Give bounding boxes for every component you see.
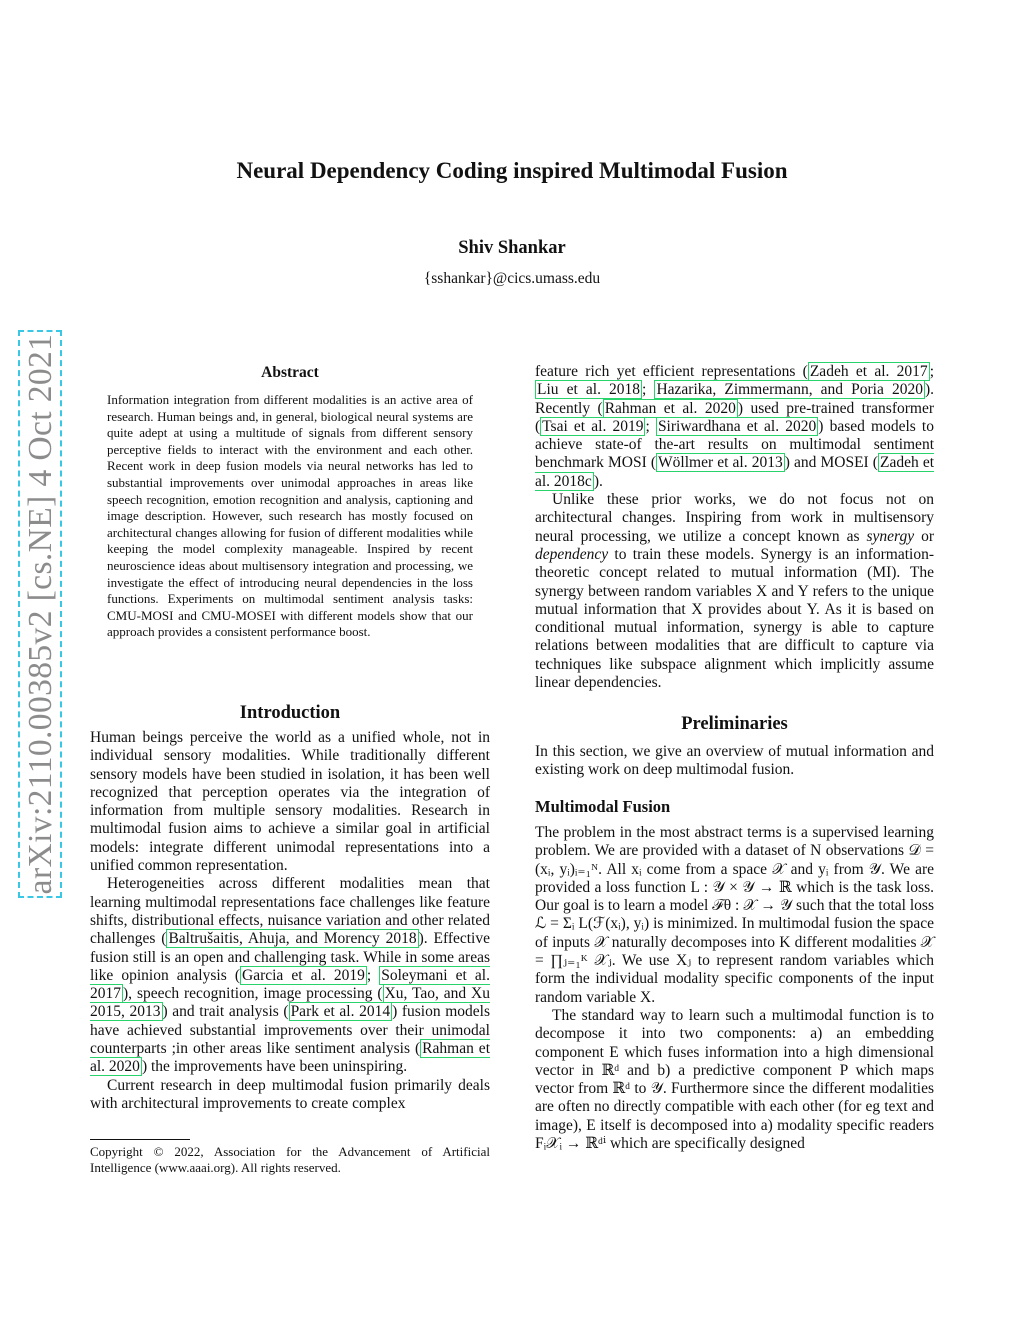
right-p2-text: Unlike these prior works, we do not focus not on architectural changes. Inspiring from work in multisensory neural processing, we utilize a concept known as (535, 491, 934, 545)
intro-paragraph-3: Current research in deep multimodal fusion primarily deals with architectural improvements to create complex (90, 1076, 490, 1112)
abstract-heading: Abstract (261, 364, 319, 381)
multimodal-fusion-body (535, 824, 934, 1153)
introduction-heading: Introduction (239, 703, 341, 723)
emphasis-term: dependency (535, 545, 609, 563)
right-p1-text: ) used pre-trained transformer ( (535, 399, 934, 435)
preliminaries-heading: Preliminaries (681, 714, 788, 734)
mm-paragraph-2: The standard way to learn such a multimodal function is to decompose it into two components: a) an embedding component E which fuses information into a high dimensional vector in ℝᵈ and b) a predictive component P which maps vector from ℝᵈ to 𝒴. Furthermore since the different modalities are often no directly compatible with each other (for eg text and image), E itself is decomposed into a) modality specific readers Fᵢ𝒳ᵢ → ℝᵈⁱ which are specifically designed (535, 1006, 934, 1153)
right-p1-text: ). (593, 472, 603, 490)
multimodal-fusion-heading: Multimodal Fusion (535, 797, 671, 816)
citation-link[interactable]: Rahman et al. 2020 (90, 1040, 490, 1076)
paper-title: Neural Dependency Coding inspired Multimodal Fusion (236, 158, 788, 183)
intro-p2-text: ) and trait analysis ( (162, 1003, 289, 1021)
intro-p2-text: Heterogeneities across different modalities mean that learning multimodal representations face challenges like feature shifts, distributional effects, nuisance variation and other related challenges ( (90, 875, 490, 948)
citation-link[interactable]: Xu, Tao, and Xu 2015, 2013 (90, 985, 490, 1021)
citation-link[interactable]: Baltrušaitis, Ahuja, and Morency 2018 (168, 930, 417, 948)
citation-link[interactable]: Zadeh et al. 2018c (535, 454, 935, 490)
preliminaries-text: In this section, we give an overview of mutual information and existing work on deep multimodal fusion. (535, 743, 934, 779)
intro-p2-text: ) the improvements have been uninspiring. (141, 1058, 408, 1076)
right-p1-text: ) based models to achieve state-of the-art results on multimodal sentiment benchmark MOSI ( (535, 417, 934, 472)
right-p1-text: ; (645, 417, 656, 435)
citation-link[interactable]: Zadeh et al. 2017 (809, 363, 928, 380)
citation-link[interactable]: Wöllmer et al. 2013 (658, 454, 783, 472)
author-email: {sshankar}@cics.umass.edu (423, 270, 601, 287)
citation-link[interactable]: Park et al. 2014 (290, 1003, 391, 1021)
intro-p2-text: ; (366, 966, 380, 984)
intro-continuation (535, 363, 934, 692)
intro-p2-text: ). Effective fusion still is an open and challenging task. While in some areas like opinion analysis ( (90, 930, 490, 984)
abstract-text: Information integration from different modalities is an active area of research. Human beings and, in general, biological neural systems are quite adept at using a multitude of signals from different sensory perceptive fields to interact with the environment and each other. Recent work in deep fusion models via neural networks has led to substantial improvements over unimodal approaches in areas like speech recognition, emotion recognition and analysis, captioning and image description. However, such research has mostly focused on architectural changes allowing for fusion of different modalities while keeping the model complexity manageable. Inspired by recent neuroscience ideas about multisensory integration and processing, we investigate the effect of introducing neural dependencies in the loss functions. Experiments on multimodal sentiment analysis tasks: CMU-MOSI and CMU-MOSEI with different models show that our approach provides a consistent performance boost. (107, 392, 473, 640)
right-p1-text: ; (642, 381, 655, 399)
right-p1-text: ) and MOSEI ( (784, 454, 878, 472)
copyright-footnote: Copyright © 2022, Association for the Advancement of Artificial Intelligence (www.aaai.org). All rights reserved. (90, 1144, 490, 1176)
citation-link[interactable]: Tsai et al. 2019 (542, 417, 644, 435)
right-p2-text: to train these models. Synergy is an information-theoretic concept related to mutual information (MI). The synergy between random variables X and Y refers to the unique mutual information that X provides about Y. As it is based on conditional mutual information, synergy is able to capture relations between modalities that are difficult to capture via techniques like subspace alignment which implicitly assume linear dependencies. (535, 545, 934, 692)
emphasis-term: synergy (866, 527, 915, 545)
intro-paragraph-1: Human beings perceive the world as a unified whole, not in individual sensory modalities. While traditionally different sensory models have been studied in isolation, it has been well recognized that perception operates via the integration of information from multiple sensory modalities. Research in multimodal fusion aims to achieve a similar goal in artificial models: integrate different unimodal representations into a unified common representation. (90, 729, 490, 875)
citation-link[interactable]: Rahman et al. 2020 (604, 399, 736, 417)
mm-paragraph-1: The problem in the most abstract terms is a supervised learning problem. We are provided with a dataset of N observations 𝒟 = (xᵢ, yᵢ)ᵢ₌₁ᴺ. All xᵢ come from a space 𝒳 and yᵢ from 𝒴. We are provided a loss function L : 𝒴 × 𝒴 → ℝ which is the task loss. Our goal is to learn a model ℱθ : 𝒳 → 𝒴 such that the total loss ℒ = Σᵢ L(ℱ(xᵢ), yᵢ) is minimized. In multimodal fusion the space of inputs 𝒳 naturally decomposes into K different modalities 𝒳 = ∏ⱼ₌₁ᴷ 𝒳ⱼ. We use Xⱼ to represent random variables which form the individual modality specific components of the input random variable X. (535, 824, 934, 1006)
citation-link[interactable]: Liu et al. 2018 (537, 381, 641, 399)
right-p2-text: or (914, 527, 934, 545)
right-p1-text: ; (929, 363, 934, 380)
intro-p2-text: ), speech recognition, image processing ( (123, 985, 383, 1003)
arxiv-identifier[interactable]: arXiv:2110.00385v2 [cs.NE] 4 Oct 2021 (22, 333, 59, 895)
introduction-body (90, 729, 490, 1113)
citation-link[interactable]: Garcia et al. 2019 (242, 966, 365, 984)
right-p1-text: ). Recently ( (535, 381, 934, 417)
citation-link[interactable]: Hazarika, Zimmermann, and Poria 2020 (656, 381, 923, 399)
right-paragraph-2 (535, 491, 934, 692)
citation-link[interactable]: Siriwardhana et al. 2020 (657, 417, 817, 435)
right-paragraph-1 (535, 363, 934, 491)
intro-paragraph-2 (90, 875, 490, 1076)
right-p1-text: feature rich yet efficient representations ( (535, 363, 808, 380)
citation-link[interactable]: Soleymani et al. 2017 (90, 966, 490, 1003)
author-name: Shiv Shankar (458, 238, 566, 258)
footnote-divider (90, 1139, 190, 1140)
intro-p2-text: ) fusion models have achieved substantial improvements over their unimodal counterparts ;in other areas like sentiment analysis ( (90, 1003, 490, 1058)
